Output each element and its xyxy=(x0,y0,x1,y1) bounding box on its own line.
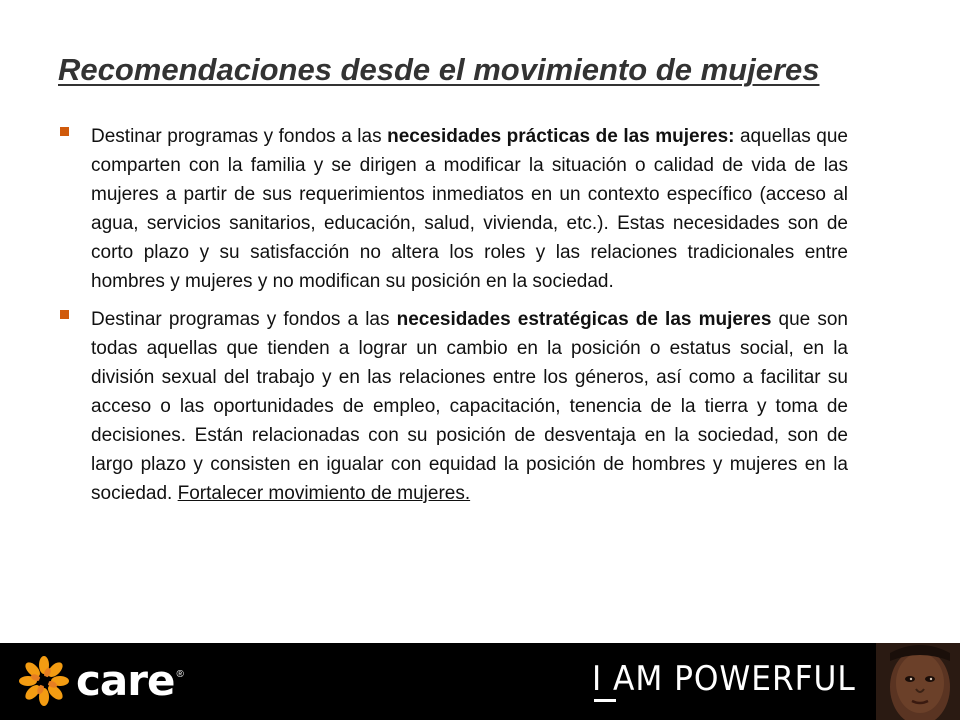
bullet-body-text: que son todas aquellas que tienden a lograr un cambio en la posición o estatus social, en la división sexual del trabajo y en las relaciones entre los géneros, así como a facilitar su acceso o las oportunidades de empleo, capacitación, tenencia de la tierra y toma de decisiones. Están relacionadas con su posición de desventaja en la sociedad, son de largo plazo y consisten en igualar con equidad la posición de hombres y mujeres en la sociedad. xyxy=(91,309,848,504)
square-bullet-icon xyxy=(60,127,69,136)
bullet-item-practical-needs xyxy=(58,122,848,296)
bullet-lead-text: Destinar programas y fondos a las xyxy=(91,309,397,330)
care-wordmark: care xyxy=(76,656,175,705)
registered-mark: ® xyxy=(176,669,184,680)
footer-bar xyxy=(0,643,960,720)
bullet-lead-text: Destinar programas y fondos a las xyxy=(91,126,388,147)
tagline-underline xyxy=(594,699,616,702)
i-am-powerful-tagline: I AM POWERFUL xyxy=(592,659,856,699)
bullet-bold-term: necesidades estratégicas de las mujeres xyxy=(396,309,772,330)
care-logo xyxy=(18,655,184,707)
bullet-list xyxy=(58,122,848,517)
fortalecer-movimiento-link[interactable]: Fortalecer movimiento de mujeres. xyxy=(177,483,471,504)
girl-portrait-image xyxy=(876,643,960,720)
bullet-body-text: aquellas que comparten con la familia y se dirigen a modificar la situación o calidad de vida de las mujeres a partir de sus requerimientos inmediatos en un contexto específico (acceso al agua, servicios sanitarios, educación, salud, vivienda, etc.). Estas necesidades son de corto plazo y su satisfacción no altera los roles y las relaciones tradicionales entre hombres y mujeres y no modifican su posición en la sociedad. xyxy=(91,126,848,292)
bullet-item-strategic-needs xyxy=(58,305,848,508)
care-hands-emblem-icon xyxy=(18,655,70,707)
bullet-bold-term: necesidades prácticas de las mujeres: xyxy=(387,126,735,147)
square-bullet-icon xyxy=(60,310,69,319)
slide-title: Recomendaciones desde el movimiento de mujeres xyxy=(58,52,820,87)
